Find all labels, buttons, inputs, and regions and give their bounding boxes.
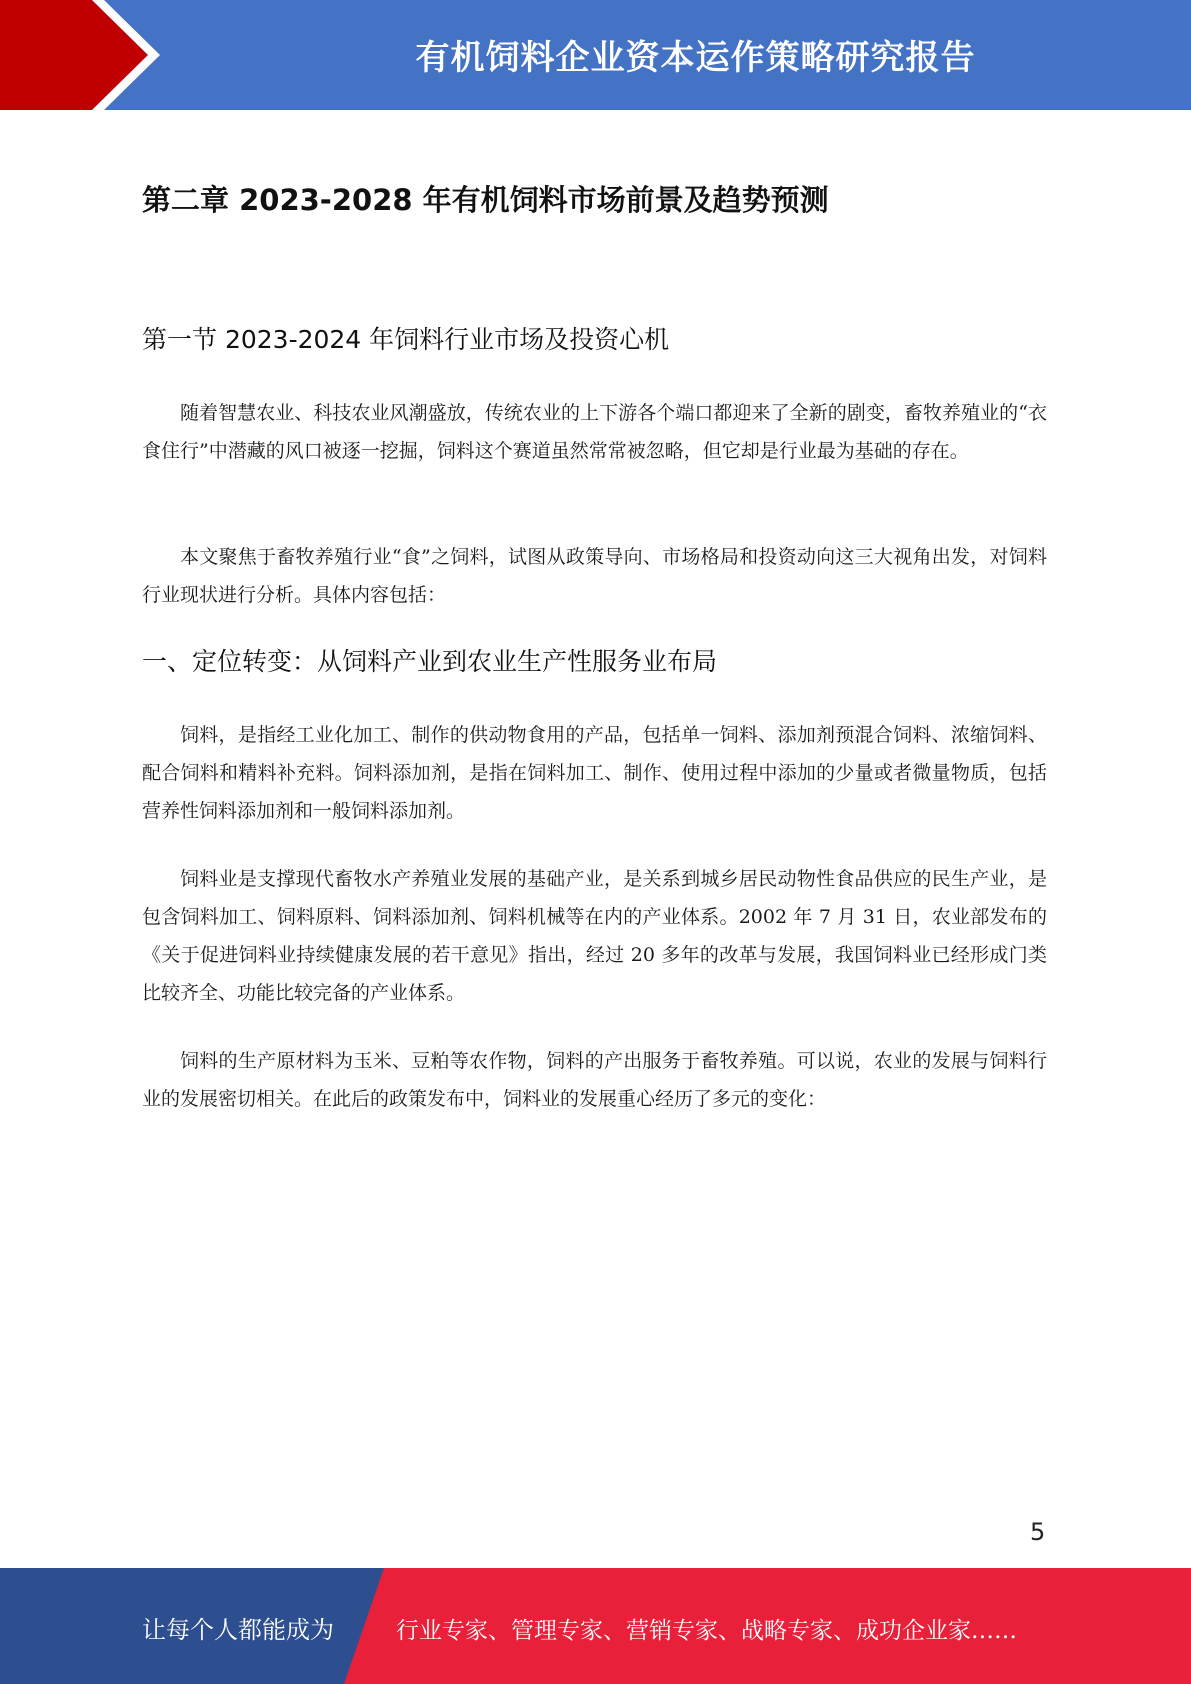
footer-band	[0, 1568, 1191, 1684]
paragraph-feed-materials: 饲料的生产原材料为玉米、豆粕等农作物，饲料的产出服务于畜牧养殖。可以说，农业的发展与饲料行业的发展密切相关。在此后的政策发布中，饲料业的发展重心经历了多元的变化：	[142, 1050, 1047, 1110]
chapter-title: 第二章 2023-2028 年有机饲料市场前景及趋势预测	[142, 183, 829, 217]
paragraph-intro: 随着智慧农业、科技农业风潮盛放，传统农业的上下游各个端口都迎来了全新的剧变，畜牧养殖业的“衣食住行”中潜藏的风口被逐一挖掘，饲料这个赛道虽然常常被忽略，但它却是行业最为基础的存在。	[142, 402, 1047, 462]
page-number: 5	[1030, 1518, 1046, 1546]
paragraph-focus: 本文聚焦于畜牧养殖行业“食”之饲料，试图从政策导向、市场格局和投资动向这三大视角出发，对饲料行业现状进行分析。具体内容包括：	[142, 546, 1047, 606]
footer-slogan: 让每个人都能成为	[142, 1616, 334, 1644]
section-title: 第一节 2023-2024 年饲料行业市场及投资心机	[142, 325, 670, 354]
report-title: 有机饲料企业资本运作策略研究报告	[415, 38, 976, 78]
footer-expert-list: 行业专家、管理专家、营销专家、战略专家、成功企业家……	[396, 1618, 1017, 1644]
subsection-title: 一、定位转变：从饲料产业到农业生产性服务业布局	[142, 647, 718, 676]
header-band	[0, 0, 1191, 110]
paragraph-feed-definition: 饲料，是指经工业化加工、制作的供动物食用的产品，包括单一饲料、添加剂预混合饲料、浓缩饲料、配合饲料和精料补充料。饲料添加剂，是指在饲料加工、制作、使用过程中添加的少量或者微量物质，包括营养性饲料添加剂和一般饲料添加剂。	[142, 724, 1047, 822]
paragraph-feed-industry: 饲料业是支撑现代畜牧水产养殖业发展的基础产业，是关系到城乡居民动物性食品供应的民生产业，是包含饲料加工、饲料原料、饲料添加剂、饲料机械等在内的产业体系。2002 年 7 月 31 日，农业部发布的《关于促进饲料业持续健康发展的若干意见》指出，经过 20 多年的改革与发展，我国饲料业已经形成门类比较齐全、功能比较完备的产业体系。	[142, 868, 1047, 1004]
